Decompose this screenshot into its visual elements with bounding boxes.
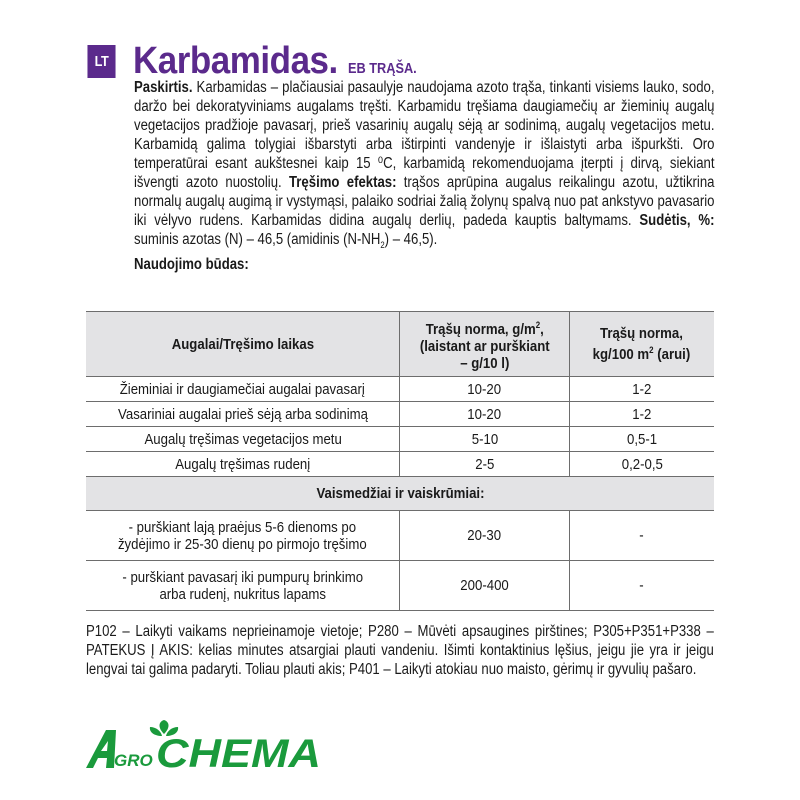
cell-crop: Augalų tręšimas vegetacijos metu [86,427,400,452]
cell-g-m2: 200-400 [400,561,569,611]
cell-crop: Žieminiai ir daugiamečiai augalai pavasarį [86,377,400,402]
table-row [86,561,714,611]
cell-g-m2: 20-30 [400,511,569,561]
composition-text: suminis azotas (N) – 46,5 (amidinis (N-NH [134,231,381,248]
table-row [86,402,714,427]
precautionary-statements: P102 – Laikyti vaikams neprieinamoje vietoje; P280 – Mūvėti apsaugines pirštines; P305+P351+P338 – PATEKUS Į AKIS: kelias minutes atsargiai plauti vandeniu. Išimti kontaktinius lęšius, jeigu jie yra ir jeigu lengvai tai galima padaryti. Toliau plauti akis; P401 – Laikyti atokiau nuo maisto, gėrimų ir gyvulių pašaro. [86,623,714,678]
product-title: Karbamidas. [133,40,338,82]
table-row [86,511,714,561]
table-header-row [86,312,714,377]
purpose-text: Karbamidas – plačiausiai pasaulyje naudojama azoto trąša, tinkanti visiems lauko, sodo, daržo bei dekoratyviniams augalams tręšti. Karbamidu tręšiama daugiamečių ar žieminių augalų vegetacijos pradžioje pavasarį, prieš vasarinių augalų sėją ar sodinimą, augalų vegetacijos metu. Karbamidą galima tolygiai išbarstyti arba ištirpinti vandenyje ir išlaistyti arba išpurkšti. Oro temperatūrai esant aukštesnei kaip 15 ⁰C, karbamidą rekomenduojama įterpti į dirvą, siekiant išvengti azoto nuostolių. [134,79,715,191]
logo-text-gro: GRO [114,751,153,770]
dosage-table [86,311,714,611]
table-section-row [86,477,714,511]
effect-text: trąšos aprūpina augalus reikalingu azotu, užtikrina normalų augalų augimą ir vystymąsi, palaiko sodriai žalią žolynų spalvą nuo pat ankstyvo pavasario iki vėlyvo rudens. Karbamidas didina augalų derlių, padeda kauptis baltymams. [134,174,715,229]
header-rate-kg-100m2: Trąšų norma, kg/100 $m^2$ (arui) [569,312,714,377]
product-description [134,78,714,274]
usage-method-heading: Naudojimo būdas: [134,256,249,274]
product-subtitle: EB TRĄŠA. [347,60,417,77]
composition-label: Sudėtis, %: [639,212,715,229]
purpose-label: Paskirtis. [134,79,193,96]
header-rate-g-m2: Trąšų norma, $g/m^2$, (laistant ar purškiant – g/10 l) [400,312,569,377]
cell-g-m2: 5-10 [400,427,569,452]
cell-crop: - purškiant lają praėjus 5-6 dienoms po žydėjimo ir 25-30 dienų po pirmojo tręšimo [86,511,400,561]
title-row [133,40,428,83]
cell-crop: Augalų tręšimas rudenį [86,452,400,477]
cell-crop: Vasariniai augalai prieš sėją arba sodinimą [86,402,400,427]
cell-kg-100m2: 0,5-1 [569,427,714,452]
effect-label: Tręšimo efektas: [289,174,397,191]
language-badge: LT [87,45,115,78]
cell-crop: - purškiant pavasarį iki pumpurų brinkimo arba rudenį, nukritus lapams [86,561,400,611]
cell-kg-100m2: - [569,511,714,561]
header-crops: Augalai/Tręšimo laikas [86,312,400,377]
agrochema-logo [84,720,324,770]
table-row [86,452,714,477]
cell-kg-100m2: - [569,561,714,611]
composition-subscript: 2 [380,240,385,251]
cell-g-m2: 10-20 [400,402,569,427]
logo-text-chema: CHEMA [156,732,321,770]
cell-g-m2: 2-5 [400,452,569,477]
table-row [86,427,714,452]
composition-text-end: ) – 46,5). [384,231,438,248]
table-row [86,377,714,402]
cell-kg-100m2: 1-2 [569,377,714,402]
section-title: Vaismedžiai ir vaiskrūmiai: [86,477,714,511]
cell-g-m2: 10-20 [400,377,569,402]
cell-kg-100m2: 0,2-0,5 [569,452,714,477]
cell-kg-100m2: 1-2 [569,402,714,427]
